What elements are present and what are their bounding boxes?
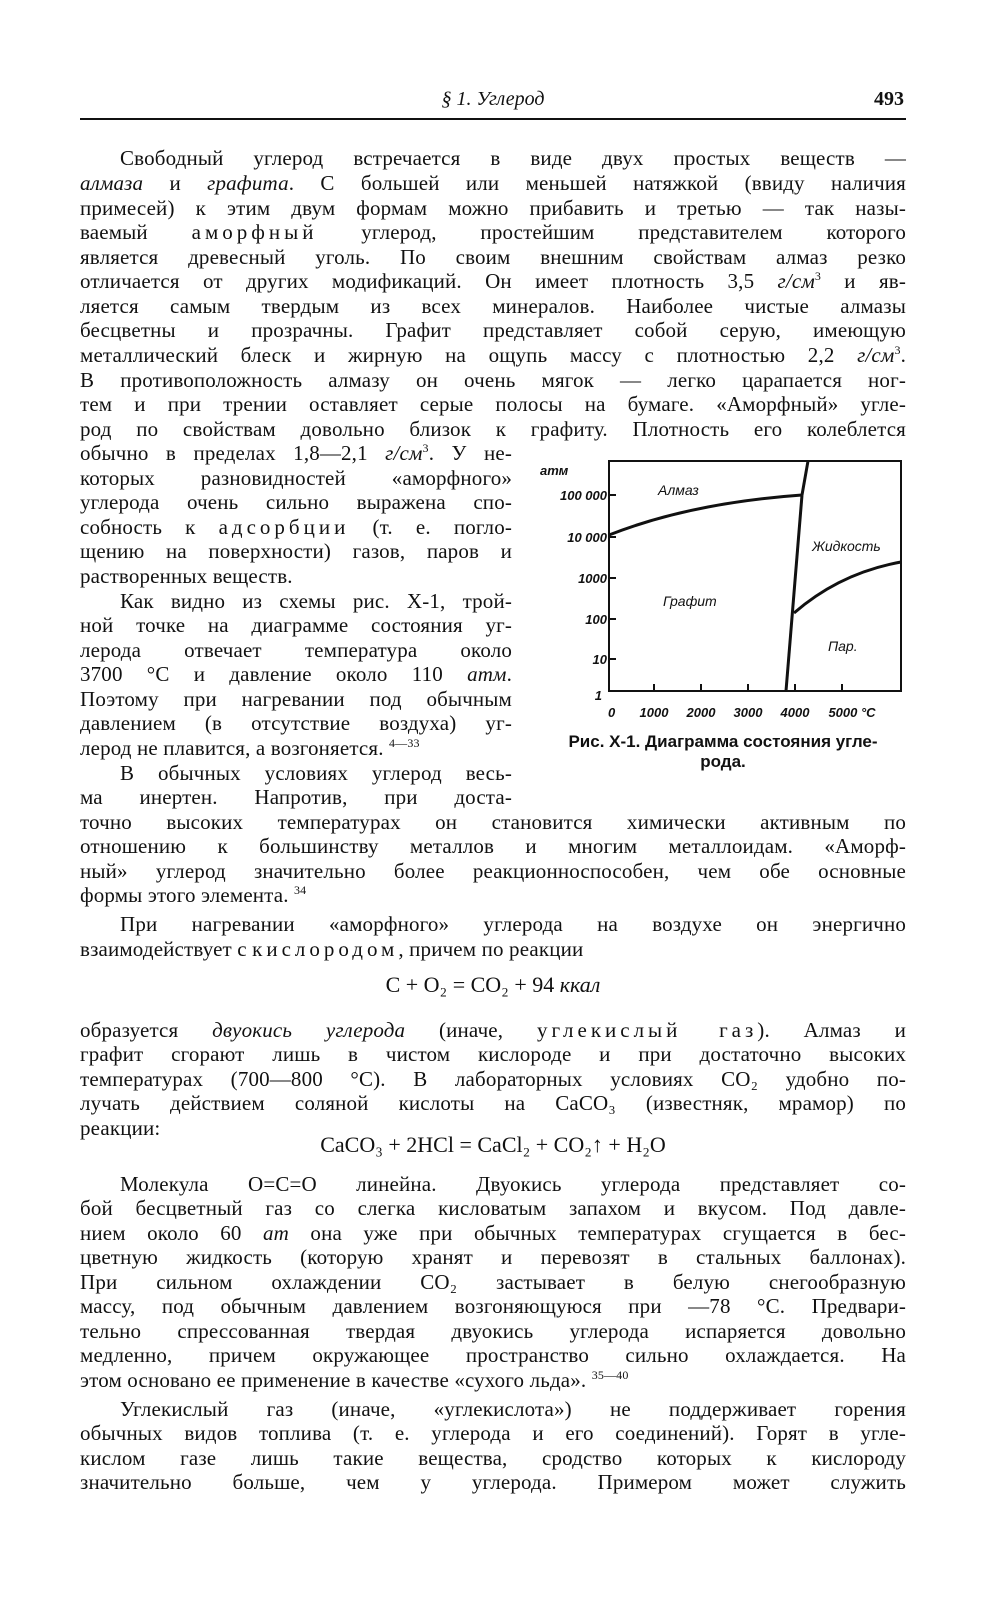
text-line: нием около 60 ат она уже при обычных температурах сгущается в бес- bbox=[80, 1221, 906, 1245]
text-line: При сильном охлаждении CO₂ застывает в белую снегообразную bbox=[80, 1270, 906, 1294]
page-number: 493 bbox=[874, 88, 904, 110]
text-line: является древесный уголь. По своим внешним свойствам алмаз резко bbox=[80, 245, 906, 269]
text-line: 3700 °С и давление около 110 атм. bbox=[80, 662, 512, 686]
text-line: Свободный углерод встречается в виде двух простых веществ — bbox=[120, 146, 906, 170]
equation-carbon-combustion: C + O₂ = CO₂ + 94 ккал bbox=[385, 972, 601, 997]
text-line: точно высоких температурах он становится химически активным по bbox=[80, 810, 906, 834]
text-line: образуется двуокись углерода (иначе, углекислый газ). Алмаз и bbox=[80, 1018, 907, 1042]
text-line: Как видно из схемы рис. X-1, трой- bbox=[120, 589, 512, 613]
footnote-ref: 4—33 bbox=[389, 736, 420, 750]
text-line: обычных видов топлива (т. е. углерода и его соединений). Горят в угле- bbox=[80, 1421, 906, 1445]
liquid-vapor-boundary bbox=[794, 562, 901, 613]
term-carbonic-gas: углекислый газ bbox=[536, 1018, 758, 1042]
running-header bbox=[80, 88, 906, 120]
text-line: бой бесцветный газ со слегка кисловатым запахом и вкусом. Под давле- bbox=[80, 1196, 906, 1220]
text-line: значительно больше, чем у углерода. Примером может служить bbox=[80, 1470, 906, 1494]
term-diamond: алмаза bbox=[80, 171, 144, 195]
text-line: род по свойствам довольно близок к графиту. Плотность его колеблется bbox=[80, 417, 906, 441]
text-line: примесей) к этим двум формам можно прибавить и третью — так назы- bbox=[80, 196, 906, 220]
text-line: отношению к большинству металлов и многим металлоидам. «Аморф- bbox=[80, 834, 906, 858]
text-line: лерода отвечает температура около bbox=[80, 638, 512, 662]
graphite-vapor-boundary bbox=[786, 495, 802, 691]
section-title: § 1. Углерод bbox=[441, 88, 545, 110]
text-line: ма инертен. Напротив, при доста- bbox=[80, 785, 512, 809]
y-tick-label: 100 bbox=[585, 612, 607, 627]
text-line: цветную жидкость (которую хранят и перевозят в стальных баллонах). bbox=[80, 1245, 906, 1269]
figure-caption: Рис. X-1. Диаграмма состояния угле- рода. bbox=[568, 732, 878, 771]
text-line: В противоположность алмазу он очень мягок — легко царапается ног- bbox=[80, 368, 906, 392]
text-line: взаимодействует с кислородом, причем по реакции bbox=[80, 937, 584, 961]
equation-calcite-reaction: CaCO₃ + 2HCl = CaCl₂ + CO₂↑ + H₂O bbox=[320, 1132, 666, 1157]
text-line: массу, под обычным давлением возгоняющуюся при —78 °С. Предвари- bbox=[80, 1294, 906, 1318]
term-graphite: графита bbox=[207, 171, 289, 195]
text-line: металлический блеск и жирную на ощупь массу с плотностью 2,2 $г/см^3$. bbox=[80, 343, 906, 367]
text-line: этом основано ее применение в качестве «сухого льда». $^{35—40}$ bbox=[80, 1368, 629, 1392]
text-line: бесцветны и прозрачны. Графит представляет собой серую, имеющую bbox=[80, 318, 906, 342]
x-tick-label: 3000 bbox=[733, 705, 763, 720]
text-line: Молекула O=C=O линейна. Двуокись углерода представляет со- bbox=[120, 1172, 906, 1196]
text-line: алмаза и графита. С большей или меньшей натяжкой (ввиду наличия bbox=[80, 171, 906, 195]
x-tick-label: 2000 bbox=[686, 705, 716, 720]
region-label-vapor: Пар. bbox=[828, 638, 858, 654]
text-line: ляется самым твердым из всех минералов. Наиболее чистые алмазы bbox=[80, 294, 906, 318]
phase-diagram bbox=[540, 455, 906, 730]
y-tick-marks bbox=[609, 495, 616, 659]
text-line: лерод не плавится, а возгоняется. $^{4—33}$ bbox=[80, 736, 420, 760]
footnote-ref: 34 bbox=[294, 883, 307, 897]
text-line: В обычных условиях углерод весь- bbox=[120, 761, 512, 785]
text-line: Углекислый газ (иначе, «углекислота») не поддерживает горения bbox=[120, 1397, 906, 1421]
text-line: ваемый аморфный углерод, простейшим представителем которого bbox=[80, 220, 906, 244]
text-line: формы этого элемента. $^{34}$ bbox=[80, 883, 307, 907]
text-line: тельно спрессованная твердая двуокись углерода испаряется довольно bbox=[80, 1319, 906, 1343]
y-axis-unit: атм bbox=[540, 463, 569, 478]
term-carbon-dioxide: двуокись углерода bbox=[212, 1018, 406, 1042]
text-line: графит сгорают лишь в чистом кислороде и при достаточно высоких bbox=[80, 1042, 906, 1066]
region-label-graphite: Графит bbox=[663, 593, 717, 609]
text-line: давлением (в отсутствие воздуха) уг- bbox=[80, 711, 512, 735]
text-line: растворенных веществ. bbox=[80, 564, 293, 588]
text-line: отличается от других модификаций. Он имеет плотность 3,5 $г/см^3$ и яв- bbox=[80, 269, 906, 293]
x-tick-marks bbox=[654, 684, 842, 691]
text-line: ной точке на диаграмме состояния уг- bbox=[80, 613, 512, 637]
y-tick-label: 1000 bbox=[578, 571, 607, 586]
text-line: лучать действием соляной кислоты на CaCO₃ (известняк, мрамор) по bbox=[80, 1091, 906, 1115]
term-amorphous: аморфный bbox=[191, 220, 318, 244]
diamond-graphite-boundary bbox=[609, 495, 802, 535]
text-line: медленно, причем окружающее пространство сильно охлаждается. На bbox=[80, 1343, 906, 1367]
text-line: которых разновидностей «аморфного» bbox=[80, 466, 512, 490]
text-line: реакции: bbox=[80, 1116, 161, 1140]
text-line: кислом газе лишь такие вещества, сродство которых к кислороду bbox=[80, 1446, 906, 1470]
text-line: обычно в пределах 1,8—2,1 $г/см^3$. У не- bbox=[80, 441, 512, 465]
x-tick-label: 1000 bbox=[639, 705, 669, 720]
region-label-liquid: Жидкость bbox=[812, 538, 881, 554]
text-line: углерода очень сильно выражена спо- bbox=[80, 490, 512, 514]
solid-liquid-boundary bbox=[802, 461, 808, 495]
region-label-diamond: Алмаз bbox=[658, 482, 699, 498]
text-line: щению на поверхности) газов, паров и bbox=[80, 539, 512, 563]
text-line: собность к адсорбции (т. е. погло- bbox=[80, 515, 512, 539]
x-tick-label: 0 bbox=[608, 705, 616, 720]
term-adsorption: адсорбции bbox=[218, 515, 350, 539]
y-tick-label: 1 bbox=[594, 688, 602, 703]
text-line: При нагревании «аморфного» углерода на воздухе он энергично bbox=[120, 912, 906, 936]
x-tick-label: 5000 °С bbox=[828, 705, 876, 720]
text-line: Поэтому при нагревании под обычным bbox=[80, 687, 512, 711]
y-tick-label: 10 000 bbox=[567, 530, 607, 545]
footnote-ref: 35—40 bbox=[591, 1368, 629, 1382]
y-tick-label: 10 bbox=[592, 652, 607, 667]
y-tick-label: 100 000 bbox=[560, 488, 607, 503]
text-line: ный» углерод значительно более реакционноспособен, чем обе основные bbox=[80, 859, 906, 883]
x-tick-label: 4000 bbox=[780, 705, 810, 720]
phase-diagram-figure bbox=[540, 455, 906, 785]
text-line: температурах (700—800 °С). В лабораторных условиях CO₂ удобно по- bbox=[80, 1067, 906, 1091]
text-line: тем и при трении оставляет серые полосы на бумаге. «Аморфный» угле- bbox=[80, 392, 906, 416]
term-oxygen: кислородом bbox=[252, 937, 399, 961]
